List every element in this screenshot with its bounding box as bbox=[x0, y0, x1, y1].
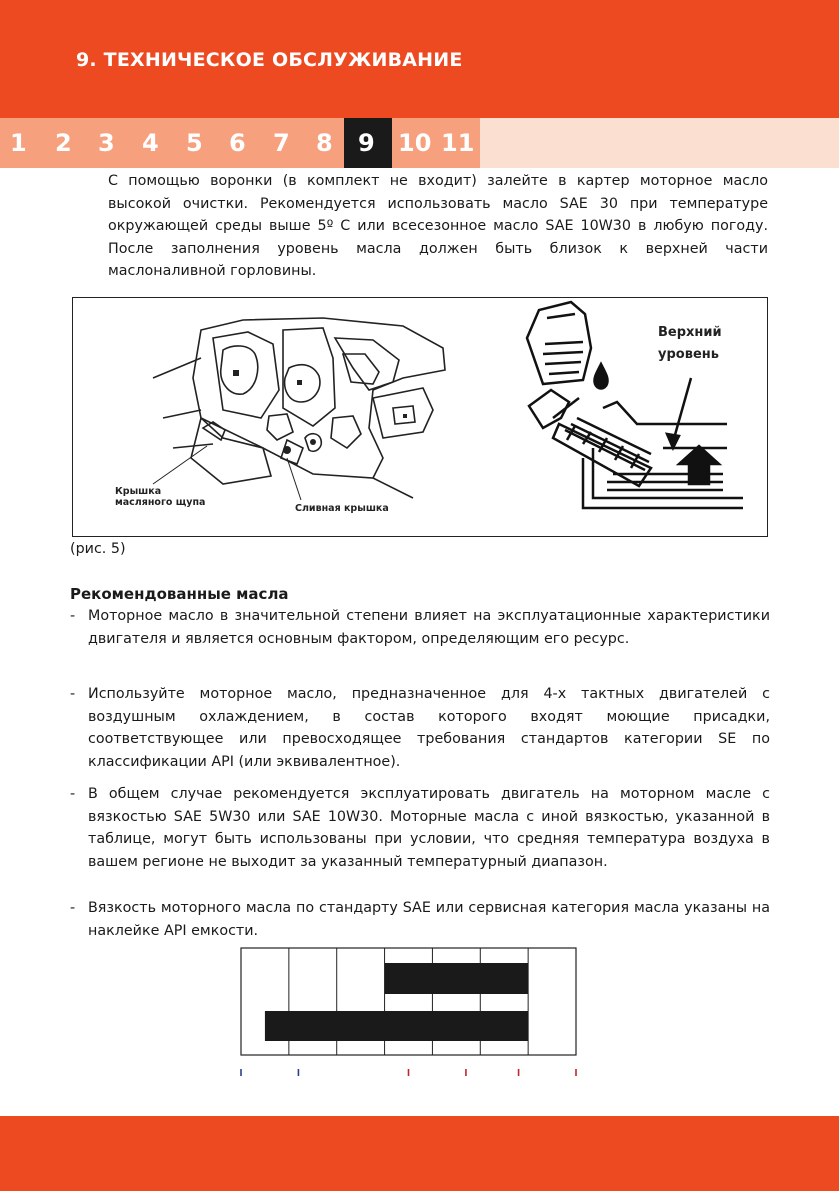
upper-level-label-line2: уровень bbox=[658, 347, 719, 362]
intro-paragraph: С помощью воронки (в комплект не входит) залейте в картер моторное масло высокой очистки. Рекомендуется использовать масло SAE 30 при температуре окружающей среды выше 5º С или всесезонное масло SAE 10W30 в любую погоду. После заполнения уровень масла должен быть близок к верхней части маслоналивной горловины. bbox=[108, 173, 768, 279]
list-item-text: Моторное масло в значительной степени влияет на эксплуатационные характеристики двигателя и является основным фактором, определяющим его ресурс. bbox=[88, 608, 770, 647]
bullet-dash: - bbox=[70, 786, 76, 802]
chapter-4[interactable]: 4 bbox=[142, 129, 159, 157]
chapter-6[interactable]: 6 bbox=[229, 129, 246, 157]
drain-cap-label: Сливная крышка bbox=[295, 503, 389, 514]
list-item bbox=[70, 605, 770, 650]
bullet-dash: - bbox=[70, 608, 76, 624]
chapter-5[interactable]: 5 bbox=[186, 129, 203, 157]
chapter-8[interactable]: 8 bbox=[316, 129, 333, 157]
list-item bbox=[70, 897, 770, 942]
list-item-text: В общем случае рекомендуется эксплуатировать двигатель на моторном масле с вязкостью SAE 5W30 или SAE 10W30. Моторные масла с иной вязкостью, указанной в таблице, могут быть использованы при условии, что средняя температура воздуха в вашем регионе не выходит за указанный температурный диапазон. bbox=[88, 786, 770, 870]
bullet-dash: - bbox=[70, 900, 76, 916]
viscosity-chart-svg bbox=[238, 945, 583, 1080]
chapter-9[interactable]: 9 bbox=[358, 129, 375, 157]
section-title: Рекомендованные масла bbox=[70, 585, 289, 603]
chapter-7[interactable]: 7 bbox=[273, 129, 290, 157]
chart-bar-1 bbox=[385, 963, 529, 994]
page-title: 9. ТЕХНИЧЕСКОЕ ОБСЛУЖИВАНИЕ bbox=[76, 49, 463, 71]
chapter-2[interactable]: 2 bbox=[55, 129, 72, 157]
list-item-text: Используйте моторное масло, предназначенное для 4-х тактных двигателей с воздушным охлаждением, в состав которого входят моющие присадки, соответствующее или превосходящее требования стандартов категории SE по классификации API (или эквивалентное). bbox=[88, 686, 770, 770]
chapter-3[interactable]: 3 bbox=[98, 129, 115, 157]
chapter-11[interactable]: 11 bbox=[441, 129, 475, 157]
upper-level-label-line1: Верхний bbox=[658, 325, 722, 340]
dipstick-label-line2: масляного щупа bbox=[115, 497, 206, 508]
figure-5 bbox=[72, 297, 768, 537]
bullet-dash: - bbox=[70, 686, 76, 702]
list-item bbox=[70, 783, 770, 873]
viscosity-chart bbox=[238, 945, 583, 1080]
list-item bbox=[70, 683, 770, 773]
figure-caption: (рис. 5) bbox=[70, 541, 126, 557]
engine-illustration bbox=[73, 298, 767, 536]
chapter-1[interactable]: 1 bbox=[10, 129, 27, 157]
footer-band bbox=[0, 1116, 839, 1191]
list-item-text: Вязкость моторного масла по стандарту SAE или сервисная категория масла указаны на наклейке API емкости. bbox=[88, 900, 770, 939]
dipstick-label-line1: Крышка bbox=[115, 486, 162, 497]
chart-bar-2 bbox=[265, 1011, 528, 1041]
chapter-10[interactable]: 10 bbox=[398, 129, 432, 157]
